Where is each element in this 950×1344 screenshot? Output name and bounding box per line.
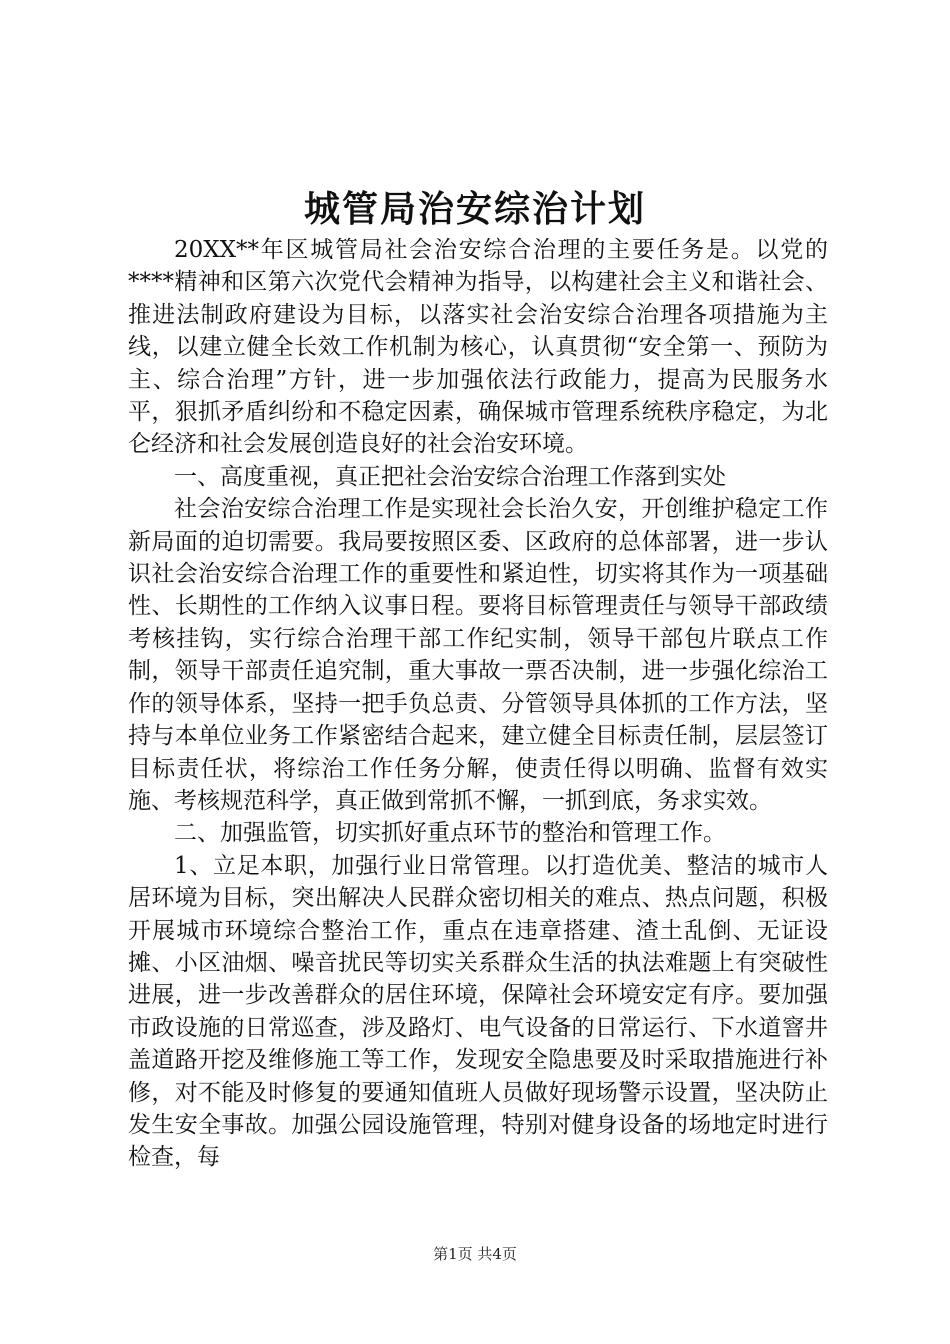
section-heading-2: 二、加强监管，切实抓好重点环节的整治和管理工作。 [174,820,726,847]
section-heading-1: 一、高度重视，真正把社会治安综合治理工作落到实处 [174,463,726,490]
paragraph-item-1: 1、立足本职，加强行业日常管理。以打造优美、整洁的城市人居环境为目标，突出解决人民群众密切相关的难点、热点问题，积极开展城市环境综合整治工作，重点在违章搭建、渣土乱倒、无证设摊、小区油烟、噪音扰民等切实关系群众生活的执法难题上有突破性进展，进一步改善群众的居住环境，保障社会环境安定有序。要加强市政设施的日常巡查，涉及路灯、电气设备的日常运行、下水道窨井盖道路开挖及维修施工等工作，发现安全隐患要及时采取措施进行补修，对不能及时修复的要通知值班人员做好现场警示设置，坚决防止发生安全事故。加强公园设施管理，特别对健身设备的场地定时进行检查，每 [128,852,828,1171]
paragraph-section-1: 社会治安综合治理工作是实现社会长治久安，开创维护稳定工作新局面的迫切需要。我局要按照区委、区政府的总体部署，进一步认识社会治安综合治理工作的重要性和紧迫性，切实将其作为一项基础性、长期性的工作纳入议事日程。要将目标管理责任与领导干部政绩考核挂钩，实行综合治理干部工作纪实制，领导干部包片联点工作制，领导干部责任追究制，重大事故一票否决制，进一步强化综治工作的领导体系，坚持一把手负总责、分管领导具体抓的工作方法，坚持与本单位业务工作紧密结合起来，建立健全目标责任制，层层签订目标责任状，将综治工作任务分解，使责任得以明确、监督有效实施、考核规范科学，真正做到常抓不懈，一抓到底，务求实效。 [128,496,828,814]
page-number-footer: 第1页 共4页 [433,1245,517,1263]
document-title: 城管局治安综治计划 [303,188,646,230]
document-body [128,234,828,1174]
paragraph-intro: 20XX**年区城管局社会治安综合治理的主要任务是。以党的****精神和区第六次党代会精神为指导，以构建社会主义和谐社会、推进法制政府建设为目标，以落实社会治安综合治理各项措施为主线，以建立健全长效工作机制为核心，认真贯彻“安全第一、预防为主、综合治理”方针，进一步加强依法行政能力，提高为民服务水平，狠抓矛盾纠纷和不稳定因素，确保城市管理系统秩序稳定，为北仑经济和社会发展创造良好的社会治安环境。 [128,237,828,458]
